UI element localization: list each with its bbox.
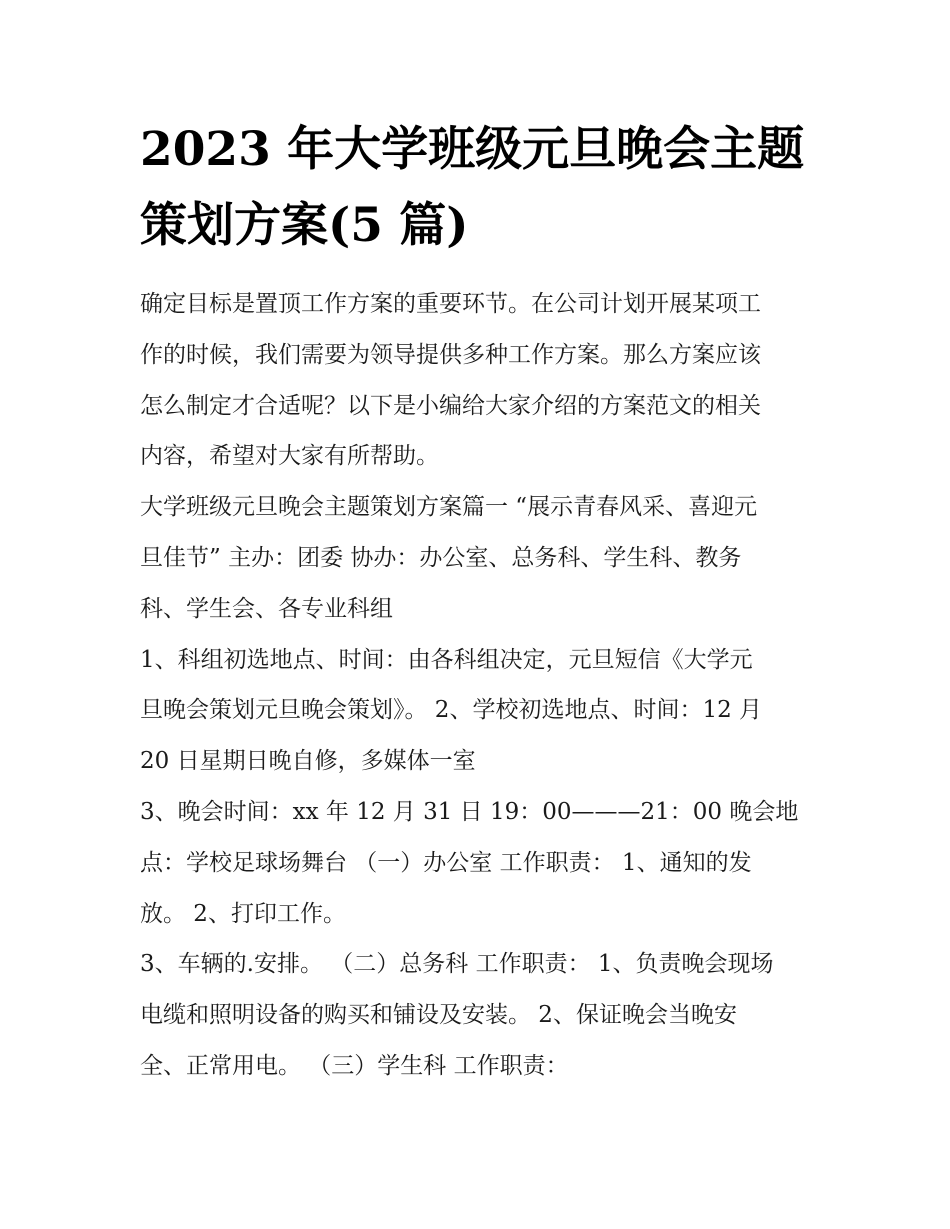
text-line: 20 日星期日晚自修，多媒体一室 [140,748,476,775]
text-line: 怎么制定才合适呢？以下是小编给大家介绍的方案范文的相关 [140,392,761,419]
text-line: 3、晚会时间：xx 年 12 月 31 日 19：00———21：00 晚会地 [140,798,799,825]
text-line: 1、科组初选地点、时间：由各科组决定，元旦短信《大学元 [140,646,753,673]
text-line: 内容，希望对大家有所帮助。 [140,443,439,470]
text-line: 电缆和照明设备的购买和铺设及安装。 2、保证晚会当晚安 [140,1002,737,1029]
text-line: 大学班级元旦晚会主题策划方案篇一 “展示青春风采、喜迎元 [140,494,758,521]
document-title [140,112,820,264]
text-line: 3、车辆的.安排。 （二）总务科 工作职责： 1、负责晚会现场 [140,951,774,978]
intro-paragraph [140,279,820,482]
text-line: 旦晚会策划元旦晚会策划》。 2、学校初选地点、时间：12 月 [140,697,763,724]
text-line: 点：学校足球场舞台 （一）办公室 工作职责： 1、通知的发 [140,849,752,876]
location-time-paragraph [140,635,820,787]
party-time-paragraph [140,787,820,939]
section-heading-paragraph [140,482,820,634]
text-line: 确定目标是置顶工作方案的重要环节。在公司计划开展某项工 [140,291,761,317]
text-line: 科、学生会、各专业科组 [140,595,393,622]
title-line: 策划方案(5 篇) [140,198,469,253]
duties-paragraph [140,939,820,1091]
document-body [140,279,820,1092]
text-line: 作的时候，我们需要为领导提供多种工作方案。那么方案应该 [140,341,761,368]
text-line: 全、正常用电。 （三）学生科 工作职责： [140,1052,569,1079]
text-line: 旦佳节” 主办：团委 协办：办公室、总务科、学生科、教务 [140,544,742,571]
text-line: 放。 2、打印工作。 [140,900,346,927]
title-line: 2023 年大学班级元旦晚会主题 [140,122,805,177]
document-content [140,112,820,1092]
